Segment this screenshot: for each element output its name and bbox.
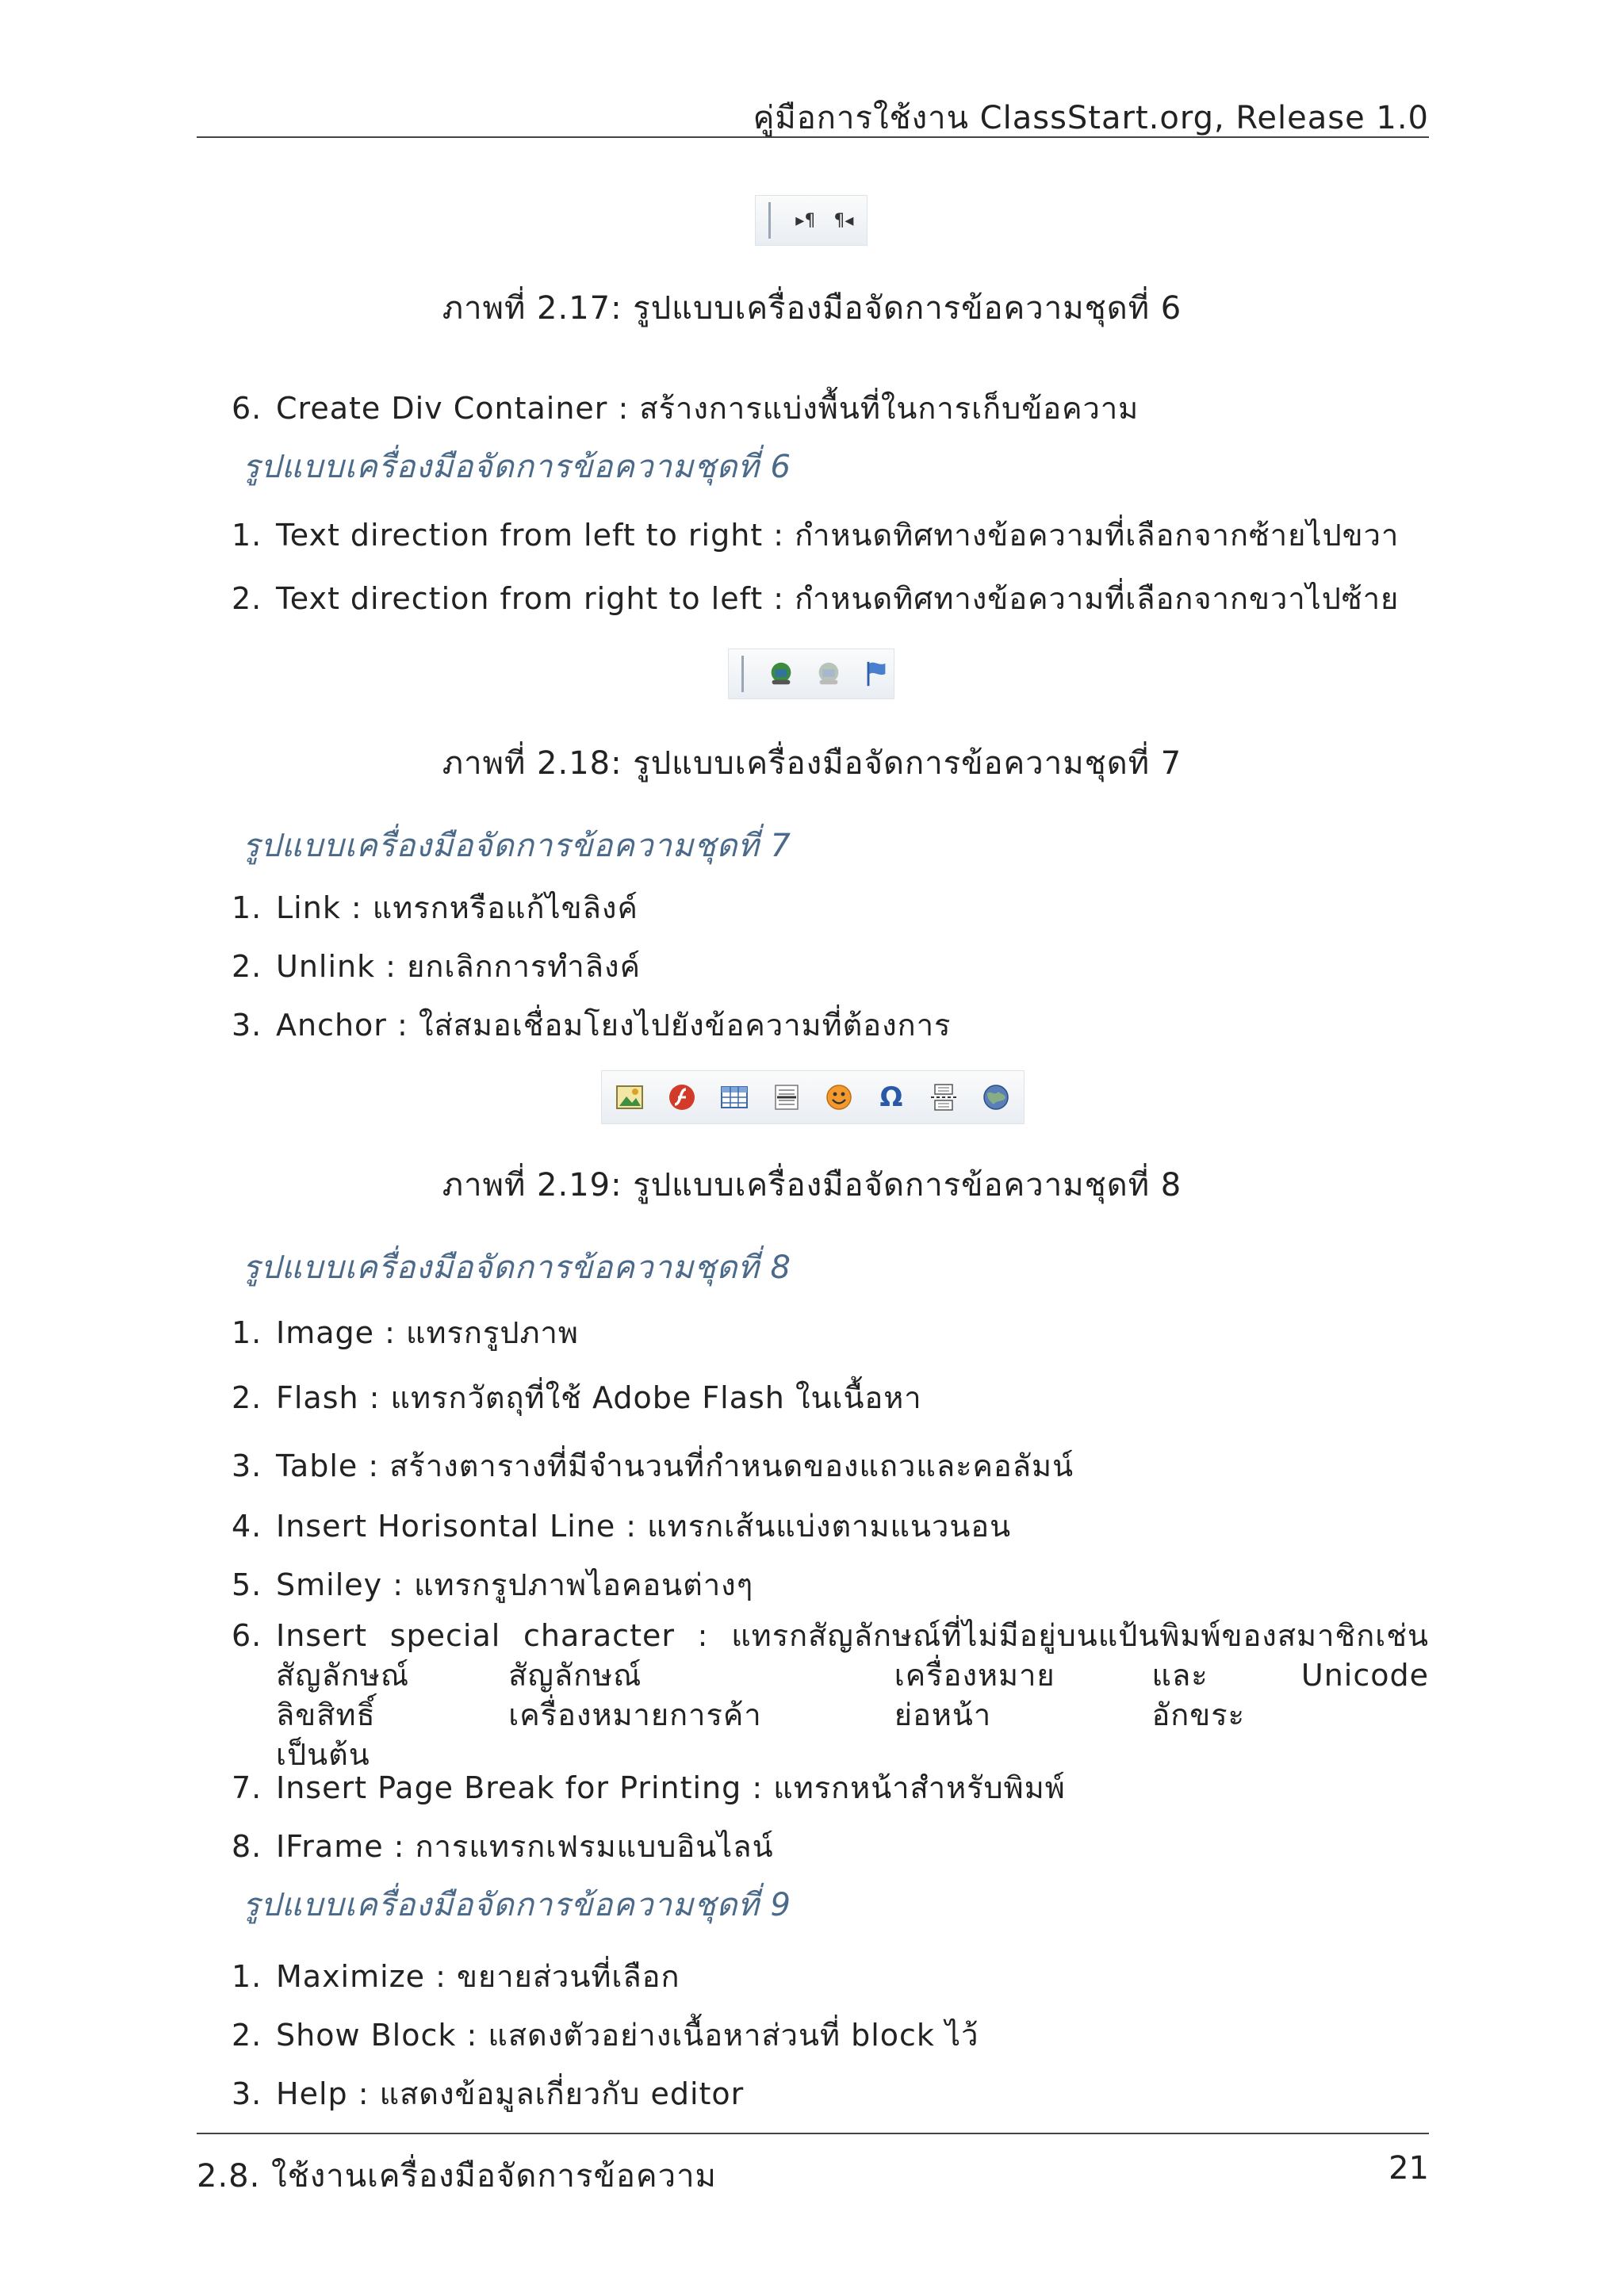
list-item bbox=[232, 1441, 1074, 1490]
footer-rule bbox=[197, 2133, 1429, 2134]
list-text: Link : แทรกหรือแก้ไขลิงค์ bbox=[276, 890, 638, 925]
list-item bbox=[232, 1001, 951, 1049]
list-text: Smiley : แทรกรูปภาพไอคอนต่างๆ bbox=[276, 1567, 754, 1602]
figure-caption-2-19: ภาพที่ 2.19: รูปแบบเครื่องมือจัดการข้อความชุดที่ 8 bbox=[442, 1167, 1182, 1203]
list-text: Create Div Container : สร้างการแบ่งพื้นที่ในการเก็บข้อความ bbox=[276, 391, 1139, 426]
list-text: Insert Page Break for Printing : แทรกหน้าสำหรับพิมพ์ bbox=[276, 1770, 1066, 1805]
list-item bbox=[232, 1373, 922, 1422]
list-text: Table : สร้างตารางที่มีจำนวนที่กำหนดของแถวและคอลัมน์ bbox=[276, 1448, 1074, 1483]
toolbar-set-8 bbox=[601, 1070, 1025, 1124]
iframe-icon[interactable] bbox=[981, 1082, 1011, 1112]
list-text: Flash : แทรกวัตถุที่ใช้ Adobe Flash ในเนื้อหา bbox=[276, 1380, 922, 1415]
justified-word: เครื่องหมายย่อหน้า bbox=[894, 1658, 1055, 1732]
list-number: 8. bbox=[232, 1829, 262, 1864]
running-header: คู่มือการใช้งาน ClassStart.org, Release 1.0 bbox=[753, 100, 1429, 136]
toolbar-set-6 bbox=[755, 195, 868, 246]
justified-word: Unicode bbox=[1300, 1658, 1429, 1693]
justified-word: character bbox=[523, 1618, 675, 1653]
list-number: 3. bbox=[232, 2076, 262, 2111]
list-number: 7. bbox=[232, 1770, 262, 1805]
toolbar-set-7 bbox=[728, 649, 894, 699]
image-icon[interactable] bbox=[615, 1082, 645, 1112]
list-number: 2. bbox=[232, 1380, 262, 1415]
page-number: 21 bbox=[1388, 2150, 1429, 2187]
list-text: Image : แทรกรูปภาพ bbox=[276, 1315, 579, 1350]
list-number: 2. bbox=[232, 949, 262, 984]
list-number: 5. bbox=[232, 1567, 262, 1602]
section-heading-6: รูปแบบเครื่องมือจัดการข้อความชุดที่ 6 bbox=[243, 449, 791, 485]
list-text: Text direction from right to left : กำหนดทิศทางข้อความที่เลือกจากขวาไปซ้าย bbox=[276, 581, 1400, 616]
list-item bbox=[232, 574, 1399, 622]
list-item bbox=[232, 1763, 1066, 1812]
list-text-line-1 bbox=[232, 1616, 1429, 1655]
list-item bbox=[232, 1822, 774, 1870]
list-item bbox=[232, 1952, 680, 2000]
list-text: Show Block : แสดงตัวอย่างเนื้อหาส่วนที่ block ไว้ bbox=[276, 2018, 979, 2053]
flash-icon[interactable] bbox=[667, 1082, 697, 1112]
section-heading-8: รูปแบบเครื่องมือจัดการข้อความชุดที่ 8 bbox=[243, 1249, 791, 1286]
text-direction-ltr-icon[interactable]: ▸¶ bbox=[795, 210, 816, 231]
horizontal-line-icon[interactable] bbox=[772, 1082, 802, 1112]
toolbar-grip bbox=[768, 202, 773, 239]
justified-word: special bbox=[389, 1618, 501, 1653]
list-item bbox=[232, 511, 1399, 559]
smiley-icon[interactable] bbox=[824, 1082, 854, 1112]
figure-caption-2-17: ภาพที่ 2.17: รูปแบบเครื่องมือจัดการข้อความชุดที่ 6 bbox=[442, 290, 1182, 327]
text-direction-rtl-icon[interactable]: ¶◂ bbox=[833, 210, 854, 231]
list-number: 6. bbox=[232, 391, 262, 426]
list-number: 1. bbox=[232, 518, 262, 553]
list-item bbox=[232, 883, 638, 932]
list-item bbox=[232, 1308, 579, 1357]
justified-word: แทรกสัญลักษณ์ที่ไม่มีอยู่บนแป้นพิมพ์ของสมาชิกเช่น bbox=[731, 1618, 1429, 1653]
figure-caption-2-18: ภาพที่ 2.18: รูปแบบเครื่องมือจัดการข้อความชุดที่ 7 bbox=[442, 745, 1182, 782]
table-icon[interactable] bbox=[719, 1082, 749, 1112]
header-rule bbox=[197, 136, 1429, 138]
list-item bbox=[232, 2011, 979, 2059]
list-item bbox=[232, 384, 1139, 432]
justified-word: Insert bbox=[276, 1618, 367, 1653]
list-text: Text direction from left to right : กำหนดทิศทางข้อความที่เลือกจากซ้ายไปขวา bbox=[276, 518, 1400, 553]
list-number: 4. bbox=[232, 1509, 262, 1544]
page-break-icon[interactable] bbox=[929, 1082, 959, 1112]
list-number: 3. bbox=[232, 1008, 262, 1043]
justified-word: สัญลักษณ์ลิขสิทธิ์ bbox=[276, 1658, 410, 1732]
list-number: 2. bbox=[232, 2018, 262, 2053]
list-text-line-2 bbox=[232, 1655, 1429, 1735]
list-item bbox=[232, 1560, 753, 1609]
list-number: 3. bbox=[232, 1448, 262, 1483]
list-text: Insert Horisontal Line : แทรกเส้นแบ่งตามแนวนอน bbox=[276, 1509, 1012, 1544]
section-heading-7: รูปแบบเครื่องมือจัดการข้อความชุดที่ 7 bbox=[243, 828, 791, 864]
unlink-icon[interactable] bbox=[814, 659, 844, 689]
list-text: Unlink : ยกเลิกการทำลิงค์ bbox=[276, 949, 642, 984]
list-item-multiline bbox=[232, 1616, 1429, 1774]
list-text: Anchor : ใส่สมอเชื่อมโยงไปยังข้อความที่ต้องการ bbox=[276, 1008, 952, 1043]
justified-word: สัญลักษณ์เครื่องหมายการค้า bbox=[508, 1658, 762, 1732]
anchor-flag-icon[interactable] bbox=[861, 659, 891, 689]
list-number: 1. bbox=[232, 1315, 262, 1350]
justified-word: และอักขระ bbox=[1151, 1658, 1246, 1732]
list-number: 6. bbox=[232, 1618, 262, 1653]
list-item bbox=[232, 942, 641, 990]
list-text: IFrame : การแทรกเฟรมแบบอินไลน์ bbox=[276, 1829, 774, 1864]
list-text: Help : แสดงข้อมูลเกี่ยวกับ editor bbox=[276, 2076, 745, 2111]
section-heading-9: รูปแบบเครื่องมือจัดการข้อความชุดที่ 9 bbox=[243, 1887, 791, 1923]
special-character-icon[interactable]: Ω bbox=[879, 1081, 903, 1113]
list-item bbox=[232, 1502, 1011, 1550]
toolbar-grip bbox=[741, 656, 744, 692]
justified-word: : bbox=[697, 1618, 709, 1653]
list-text-line-3: เป็นต้น bbox=[276, 1737, 370, 1772]
list-number: 1. bbox=[232, 890, 262, 925]
list-text: Maximize : ขยายส่วนที่เลือก bbox=[276, 1959, 680, 1994]
list-number: 2. bbox=[232, 581, 262, 616]
link-icon[interactable] bbox=[766, 659, 796, 689]
footer-section-title: 2.8. ใช้งานเครื่องมือจัดการข้อความ bbox=[197, 2158, 717, 2195]
list-item bbox=[232, 2069, 744, 2118]
list-number: 1. bbox=[232, 1959, 262, 1994]
